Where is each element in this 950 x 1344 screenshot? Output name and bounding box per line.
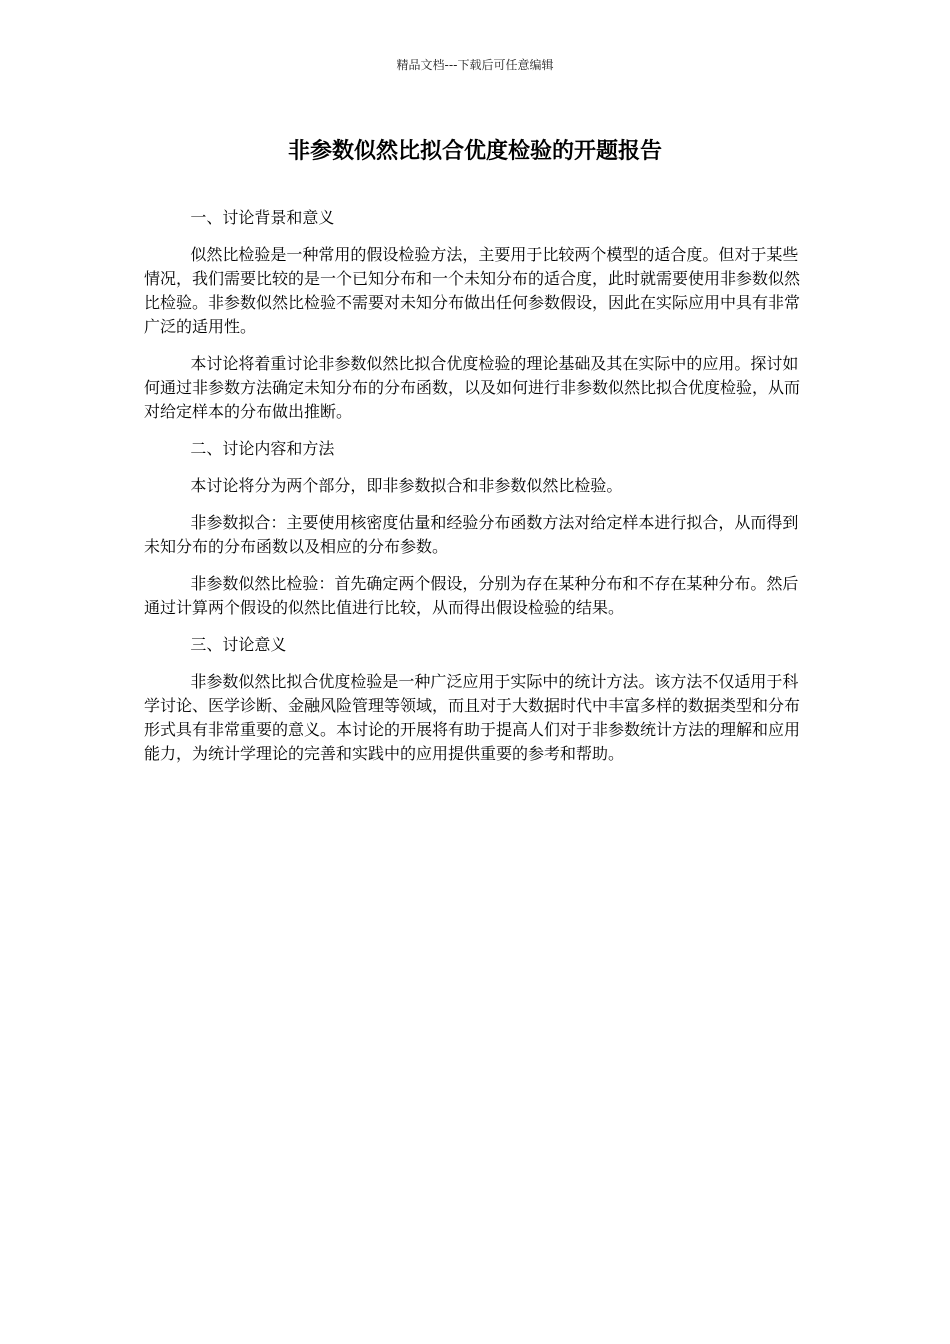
- paragraph: 本讨论将着重讨论非参数似然比拟合优度检验的理论基础及其在实际中的应用。探讨如何通过非参数方法确定未知分布的分布函数，以及如何进行非参数似然比拟合优度检验，从而对给定样本的分布做出推断。: [144, 354, 801, 421]
- paragraph: 非参数似然比拟合优度检验是一种广泛应用于实际中的统计方法。该方法不仅适用于科学讨论、医学诊断、金融风险管理等领域，而且对于大数据时代中丰富多样的数据类型和分布形式具有非常重要的意义。本讨论的开展将有助于提高人们对于非参数统计方法的理解和应用能力，为统计学理论的完善和实践中的应用提供重要的参考和帮助。: [144, 672, 801, 763]
- document-title: 非参数似然比拟合优度检验的开题报告: [287, 139, 662, 164]
- section-heading-content-methods: 二、讨论内容和方法: [190, 439, 335, 458]
- header-note: 精品文档---下载后可任意编辑: [396, 58, 554, 72]
- section-heading-significance: 三、讨论意义: [190, 635, 287, 654]
- section-heading-background: 一、讨论背景和意义: [190, 208, 335, 227]
- document-body: [144, 206, 814, 779]
- paragraph: 非参数拟合：主要使用核密度估量和经验分布函数方法对给定样本进行拟合，从而得到未知分布的分布函数以及相应的分布参数。: [144, 513, 799, 556]
- paragraph: 似然比检验是一种常用的假设检验方法，主要用于比较两个模型的适合度。但对于某些情况，我们需要比较的是一个已知分布和一个未知分布的适合度，此时就需要使用非参数似然比检验。非参数似然比检验不需要对未知分布做出任何参数假设，因此在实际应用中具有非常广泛的适用性。: [144, 245, 801, 336]
- paragraph: 本讨论将分为两个部分，即非参数拟合和非参数似然比检验。: [190, 476, 623, 495]
- paragraph: 非参数似然比检验：首先确定两个假设，分别为存在某种分布和不存在某种分布。然后通过计算两个假设的似然比值进行比较，从而得出假设检验的结果。: [144, 574, 799, 617]
